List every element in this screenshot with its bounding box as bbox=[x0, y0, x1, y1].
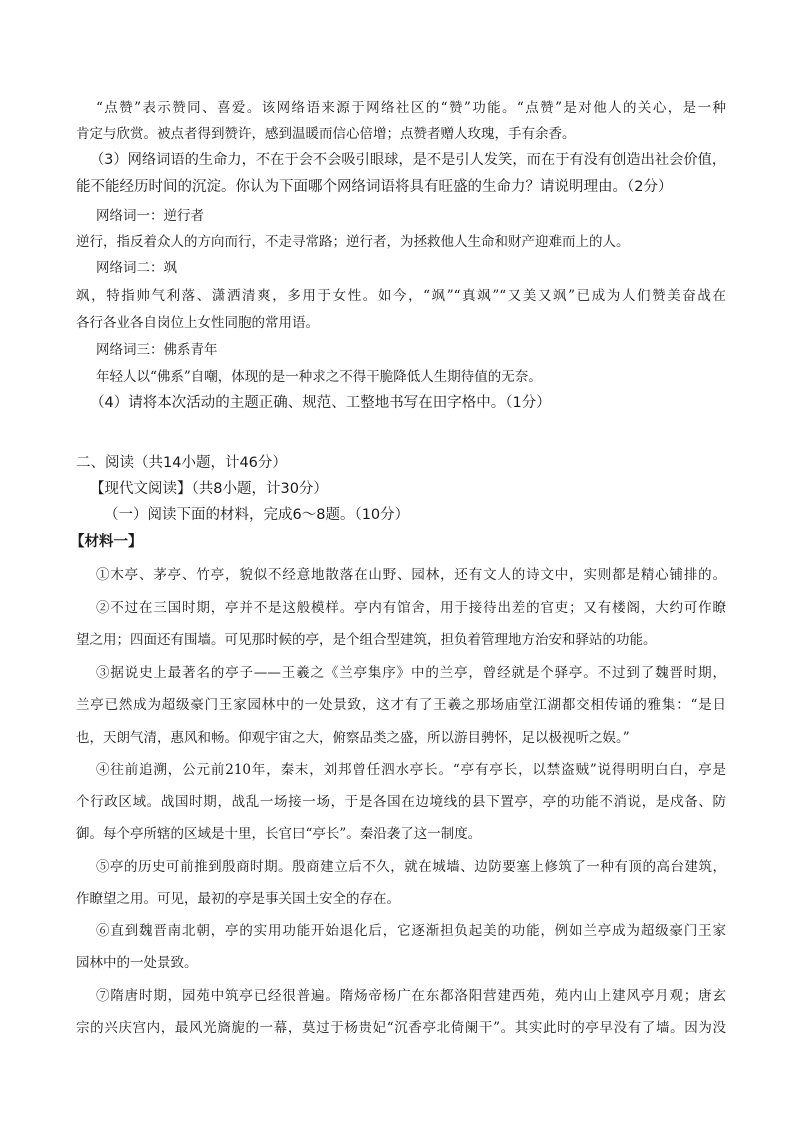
text-line: 逆行，指反着众人的方向而行，不走寻常路；逆行者，为拯救他人生命和财产迎难而上的人。 bbox=[76, 234, 630, 250]
question-3-prompt: （3）网络词语的生命力，不在于会不会吸引眼球，是不是引人发笑，而在于有没有创造出社会价值， bbox=[90, 152, 726, 168]
question-3-prompt: 能不能经历时间的沉淀。你认为下面哪个网络词语将具有旺盛的生命力？请说明理由。（2分） bbox=[76, 179, 673, 195]
paragraph-line: ⑤亭的历史可前推到殷商时期。殷商建立后不久，就在城墙、边防要塞上修筑了一种有顶的高台建筑， bbox=[96, 859, 726, 875]
paragraph-line: ④往前追溯，公元前210年，秦末，刘邦曾任泗水亭长。“亭有亭长，以禁盗贼”说得明明白白，亭是 bbox=[96, 762, 726, 778]
subsection-heading: 【现代文阅读】（共8小题，计30分） bbox=[90, 481, 328, 497]
text-line: 网络词二：飒 bbox=[96, 260, 177, 276]
paragraph-line: ①木亭、茅亭、竹亭，貌似不经意地散落在山野、园林，还有文人的诗文中，实则都是精心铺排的。 bbox=[96, 567, 726, 583]
text-line: 年轻人以“佛系”自嘲，体现的是一种求之不得干脆降低人生期待值的无奈。 bbox=[96, 369, 542, 385]
paragraph-line: ⑥直到魏晋南北朝，亭的实用功能开始退化后，它逐渐担负起美的功能，例如兰亭成为超级豪门王家 bbox=[96, 923, 726, 939]
text-line: 肯定与欣赏。被点者得到赞许，感到温暖而信心倍增；点赞者赠人玫瑰，手有余香。 bbox=[76, 126, 576, 142]
paragraph-line: ⑦隋唐时期，园苑中筑亭已经很普遍。隋炀帝杨广在东都洛阳营建西苑，苑内山上建风亭月观；唐玄 bbox=[96, 988, 726, 1004]
question-4-prompt: （4）请将本次活动的主题正确、规范、工整地书写在田字格中。（1分） bbox=[90, 395, 551, 411]
text-line: “点赞”表示赞同、喜爱。该网络语来源于网络社区的“赞”功能。“点赞”是对他人的关心，是一种 bbox=[96, 100, 726, 116]
text-line: 飒，特指帅气利落、潇洒清爽，多用于女性。如今，“飒”“真飒”“又美又飒”已成为人们赞美奋战在 bbox=[76, 288, 726, 304]
text-line: 各行各业各自岗位上女性同胞的常用语。 bbox=[76, 315, 319, 331]
section-heading: 二、阅读（共14小题，计46分） bbox=[76, 455, 287, 471]
paragraph-line: 御。每个亭所辖的区域是十里，长官曰“亭长”。秦沿袭了这一制度。 bbox=[76, 826, 482, 842]
paragraph-line: ③据说史上最著名的亭子——王羲之《兰亭集序》中的兰亭，曾经就是个驿亭。不过到了魏晋时期， bbox=[96, 665, 726, 681]
subsection-heading: （一）阅读下面的材料，完成6～8题。（10分） bbox=[104, 507, 410, 523]
paragraph-line: 望之用；四面还有围墙。可见那时候的亭，是个组合型建筑，担负着管理地方治安和驿站的功能。 bbox=[76, 632, 657, 648]
text-line: 网络词三：佛系青年 bbox=[96, 342, 218, 358]
paragraph-line: 也，天朗气清，惠风和畅。仰观宇宙之大，俯察品类之盛，所以游目骋怀，足以极视听之娱。” bbox=[76, 730, 630, 746]
paragraph-line: ②不过在三国时期，亭并不是这般模样。亭内有馆舍，用于接待出差的官吏；又有楼阁，大约可作瞭 bbox=[96, 600, 726, 616]
paragraph-line: 园林中的一处景致。 bbox=[76, 955, 198, 971]
material-heading: 【材料一】 bbox=[70, 534, 143, 550]
paragraph-line: 个行政区域。战国时期，战乱一场接一场，于是各国在边境线的县下置亭，亭的功能不消说，是戍备、防 bbox=[76, 794, 726, 810]
paragraph-line: 作瞭望之用。可见，最初的亭是事关国土安全的存在。 bbox=[76, 891, 400, 907]
text-line: 网络词一：逆行者 bbox=[96, 208, 204, 224]
paragraph-line: 宗的兴庆宫内，最风光旖旎的一幕，莫过于杨贵妃“沉香亭北倚阑干”。其实此时的亭早没有了墙。因为没 bbox=[76, 1020, 726, 1036]
paragraph-line: 兰亭已然成为超级豪门王家园林中的一处景致，这才有了王羲之那场庙堂江湖都交相传诵的雅集：“是日 bbox=[76, 697, 726, 713]
